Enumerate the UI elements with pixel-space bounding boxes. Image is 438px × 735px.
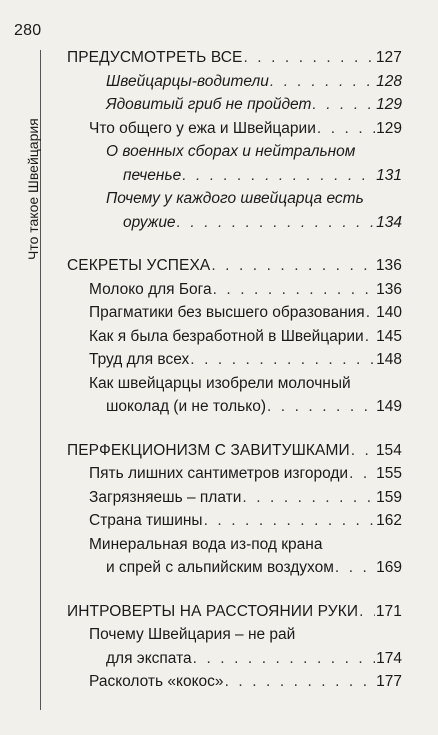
entry-page: 155 (376, 465, 402, 482)
entry-title: Молоко для Бога (89, 280, 212, 298)
entry-page: 149 (376, 398, 402, 415)
entry-title: оружие (123, 213, 176, 231)
section-page: 154 (375, 441, 402, 459)
entry-page: 134 (376, 213, 402, 231)
section-page: 136 (375, 257, 402, 274)
entry-title-first-line: Минеральная вода из-под крана (89, 535, 323, 553)
section-heading[interactable] (67, 439, 402, 463)
dot-leader (359, 600, 375, 624)
dot-leader (211, 254, 374, 278)
toc-section (67, 600, 402, 694)
entry-title: Загрязняешь – плати (89, 488, 242, 506)
entry-title: и спрей с альпийским воздухом (106, 559, 334, 576)
toc-entry[interactable] (67, 140, 402, 187)
section-title: ПЕРФЕКЦИОНИЗМ С ЗАВИТУШКАМИ (67, 441, 350, 459)
entry-title: Швейцарцы-водители (106, 72, 269, 90)
entry-page: 128 (376, 72, 402, 90)
entry-page: 131 (376, 166, 402, 184)
section-page: 127 (375, 49, 402, 66)
dot-leader (365, 325, 375, 349)
entry-page: 177 (376, 673, 402, 690)
toc-section (67, 254, 402, 419)
dot-leader (213, 278, 376, 302)
section-heading[interactable] (67, 254, 402, 278)
entry-title: Как я была безработной в Швейцарии (89, 327, 364, 345)
dot-leader (193, 647, 376, 671)
entry-title-first-line: Почему Швейцария – не рай (89, 626, 296, 643)
dot-leader (182, 164, 375, 188)
entry-title: Пять лишних сантиметров изгороди (89, 465, 349, 482)
section-title: ПРЕДУСМОТРЕТЬ ВСЕ (67, 49, 243, 66)
toc-entry[interactable] (67, 93, 402, 117)
toc-entry[interactable] (67, 325, 402, 349)
dot-leader (317, 117, 375, 141)
entry-page: 129 (376, 96, 402, 113)
entry-title: Расколоть «кокос» (89, 673, 224, 690)
dot-leader (204, 509, 376, 533)
entry-page: 136 (376, 280, 402, 298)
running-head: Что такое Швейцария (25, 118, 41, 260)
toc-entry[interactable] (67, 486, 402, 510)
dot-leader (177, 211, 376, 235)
entry-page: 162 (376, 512, 402, 529)
dot-leader (270, 70, 375, 94)
entry-page: 140 (376, 304, 402, 321)
section-page: 171 (375, 602, 402, 620)
toc-entry[interactable] (67, 670, 402, 694)
table-of-contents (67, 46, 402, 714)
entry-title: печенье (123, 166, 182, 184)
dot-leader (351, 439, 375, 463)
dot-leader (366, 301, 375, 325)
toc-entry[interactable] (67, 117, 402, 141)
entry-title: Что общего у ежа и Швейцарии (89, 119, 316, 137)
toc-entry[interactable] (67, 533, 402, 580)
toc-entry[interactable] (67, 462, 402, 486)
dot-leader (267, 395, 375, 419)
section-heading[interactable] (67, 46, 402, 70)
toc-entry[interactable] (67, 278, 402, 302)
section-title: ИНТРОВЕРТЫ НА РАССТОЯНИИ РУКИ (67, 602, 359, 620)
toc-entry[interactable] (67, 187, 402, 234)
entry-page: 159 (376, 488, 402, 506)
toc-entry[interactable] (67, 623, 402, 670)
dot-leader (243, 46, 374, 70)
entry-title: для экспата (106, 649, 192, 667)
toc-entry[interactable] (67, 70, 402, 94)
dot-leader (225, 670, 376, 694)
entry-title-first-line: Почему у каждого швейцарца есть (106, 190, 364, 207)
entry-page: 169 (376, 559, 402, 576)
dot-leader (349, 462, 375, 486)
section-title: СЕКРЕТЫ УСПЕХА (67, 257, 211, 274)
dot-leader (335, 556, 375, 580)
entry-title: Труд для всех (89, 351, 190, 368)
toc-section (67, 439, 402, 580)
section-heading[interactable] (67, 600, 402, 624)
dot-leader (190, 348, 375, 372)
toc-entry[interactable] (67, 509, 402, 533)
entry-title: шоколад (и не только) (106, 398, 266, 415)
toc-entry[interactable] (67, 301, 402, 325)
toc-entry[interactable] (67, 348, 402, 372)
entry-title: Прагматики без высшего образования (89, 304, 365, 321)
entry-page: 174 (376, 649, 402, 667)
entry-title: Страна тишины (89, 512, 203, 529)
entry-page: 129 (376, 119, 402, 137)
entry-page: 148 (376, 351, 402, 368)
toc-section (67, 46, 402, 234)
entry-title-first-line: О военных сборах и нейтральном (106, 143, 356, 160)
entry-title-first-line: Как швейцарцы изобрели молочный (89, 374, 351, 392)
page-number: 280 (14, 22, 42, 39)
dot-leader (242, 486, 375, 510)
entry-title: Ядовитый гриб не пройдет (106, 96, 312, 113)
dot-leader (312, 93, 375, 117)
entry-page: 145 (376, 327, 402, 345)
toc-entry[interactable] (67, 372, 402, 419)
